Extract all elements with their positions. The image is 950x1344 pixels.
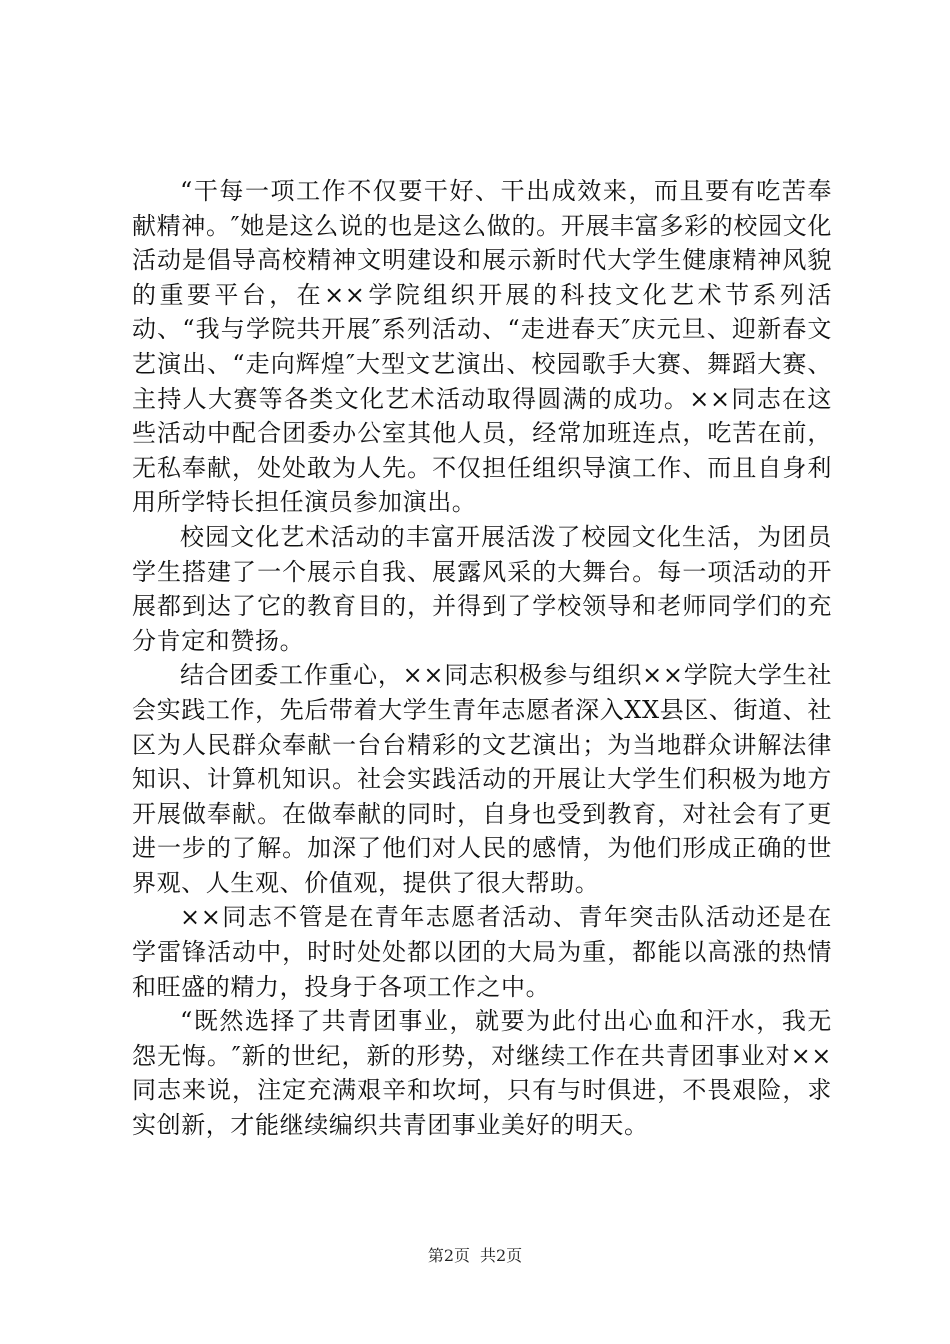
paragraph-4: ××同志不管是在青年志愿者活动、青年突击队活动还是在学雷锋活动中，时时处处都以团的大局为重，都能以高涨的热情和旺盛的精力，投身于各项工作之中。 — [132, 903, 832, 1001]
document-body — [132, 174, 832, 1143]
page-footer — [0, 1246, 950, 1266]
paragraph-1: “干每一项工作不仅要干好、干出成效来，而且要有吃苦奉献精神。″她是这么说的也是这么做的。开展丰富多彩的校园文化活动是倡导高校精神文明建设和展示新时代大学生健康精神风貌的重要平台，在××学院组织开展的科技文化艺术节系列活动、“我与学院共开展″系列活动、“走进春天″庆元旦、迎新春文艺演出、“走向辉煌″大型文艺演出、校园歌手大赛、舞蹈大赛、主持人大赛等各类文化艺术活动取得圆满的成功。××同志在这些活动中配合团委办公室其他人员，经常加班连点，吃苦在前，无私奉献，处处敢为人先。不仅担任组织导演工作、而且自身利用所学特长担任演员参加演出。 — [132, 177, 832, 517]
page-number: 第2页 — [427, 1246, 470, 1265]
page-total: 共2页 — [480, 1246, 523, 1265]
paragraph-2: 校园文化艺术活动的丰富开展活泼了校园文化生活，为团员学生搭建了一个展示自我、展露风采的大舞台。每一项活动的开展都到达了它的教育目的，并得到了学校领导和老师同学们的充分肯定和赞扬。 — [132, 522, 832, 655]
paragraph-5: “既然选择了共青团事业，就要为此付出心血和汗水，我无怨无悔。″新的世纪，新的形势，对继续工作在共青团事业对××同志来说，注定充满艰辛和坎坷，只有与时俱进，不畏艰险，求实创新，才能继续编织共青团事业美好的明天。 — [132, 1007, 832, 1140]
paragraph-3: 结合团委工作重心，××同志积极参与组织××学院大学生社会实践工作，先后带着大学生青年志愿者深入XX县区、街道、社区为人民群众奉献一台台精彩的文艺演出；为当地群众讲解法律知识、计算机知识。社会实践活动的开展让大学生们积极为地方开展做奉献。在做奉献的同时，自身也受到教育，对社会有了更进一步的了解。加深了他们对人民的感情，为他们形成正确的世界观、人生观、价值观，提供了很大帮助。 — [132, 661, 832, 897]
